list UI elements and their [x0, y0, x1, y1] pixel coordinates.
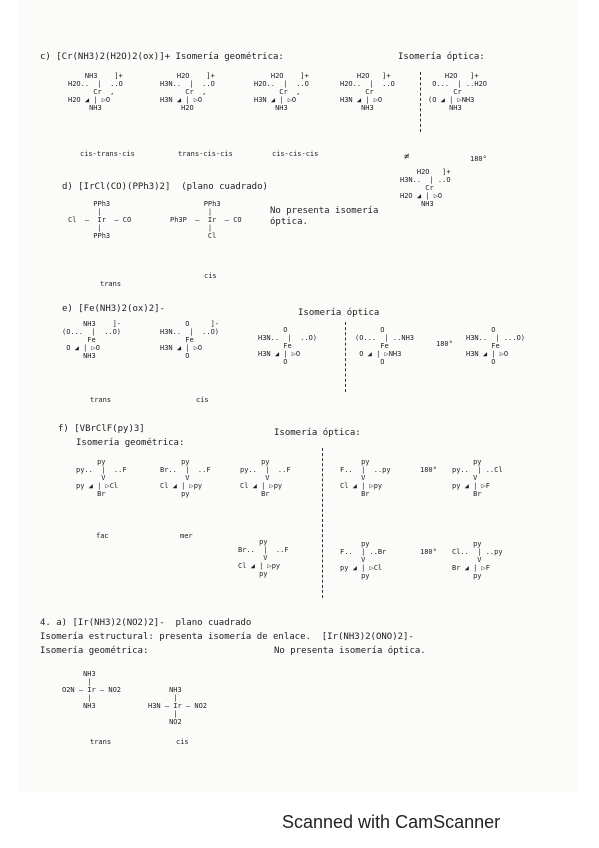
section-d-note: No presenta isomería óptica. [270, 206, 379, 227]
structure-e-3: O H3N.. | ..O) Fe H3N ◢ | ▷O O [258, 326, 318, 366]
isomer-name-d-cis: cis [204, 272, 217, 280]
rotation-label-c: 180° [470, 155, 487, 163]
isomer-name-e-trans: trans [90, 396, 112, 404]
isomer-name-c-3: cis-cis-cis [272, 150, 319, 158]
isomer-name-d-trans: trans [100, 280, 122, 288]
structure-q4-trans: NH3 | O2N — Ir — NO2 | NH3 [62, 670, 122, 710]
q4-note: No presenta isomería óptica. [274, 646, 426, 656]
structure-f-mer: py Br.. | ..F V Cl ◢ | ▷py py [160, 458, 211, 498]
section-f-geo-heading: Isomería geométrica: [76, 438, 185, 448]
camscanner-watermark: Scanned with CamScanner [282, 812, 501, 832]
structure-d-cis: PPh3 | Ph3P — Ir — CO | Cl [170, 200, 242, 240]
section-c-title: c) [Cr(NH3)2(H2O)2(ox)]+ Isomería geométrica: [40, 52, 284, 62]
structure-c-5: H2O ]+ O... | ..H2O Cr (O ◢ | ▷NH3 NH3 [428, 72, 488, 112]
rotation-label-e: 180° [436, 340, 453, 348]
isomer-name-f-mer: mer [180, 532, 193, 540]
structure-q4-cis: NH3 | H3N — Ir — NO2 | NO2 [148, 686, 208, 726]
isomer-name-f-fac: fac [96, 532, 109, 540]
structure-e-cis: O ]- H3N.. | ..O) Fe H3N ◢ | ▷O O [160, 320, 220, 360]
structure-c-2: H2O ]+ H3N.. | ..O Cr , H3N ◢ | ▷O H2O [160, 72, 215, 112]
q4-structural: Isomería estructural: presenta isomería de enlace. [Ir(NH3)2(ONO)2]- [40, 632, 414, 642]
q4-title: 4. a) [Ir(NH3)2(NO2)2]- plano cuadrado [40, 618, 252, 628]
structure-f-fac: py py.. | ..F V py ◢ | ▷Cl Br [76, 458, 127, 498]
rotation-label-f-1: 180° [420, 466, 437, 474]
structure-c-4: H2O ]+ H2O.. | ..O Cr H3N ◢ | ▷O NH3 [340, 72, 395, 112]
mirror-plane-c [420, 72, 421, 132]
structure-c-rotated: H2O ]+ H3N.. | ..O Cr H2O ◢ | ▷O NH3 [400, 168, 451, 208]
section-f-optical-heading: Isomería óptica: [274, 428, 361, 438]
section-e-title: e) [Fe(NH3)2(ox)2]- [62, 304, 165, 314]
structure-e-5: O H3N.. | ...O) Fe H3N ◢ | ▷O O [466, 326, 526, 366]
structure-f-optical-6: py Cl.. | ..py V Br ◢ | ▷F py [452, 540, 503, 580]
structure-d-trans: PPh3 | Cl — Ir — CO | PPh3 [68, 200, 132, 240]
structure-c-1: NH3 ]+ H2O.. | ..O Cr , H2O ◢ | ▷O NH3 [68, 72, 123, 112]
isomer-name-c-1: cis-trans-cis [80, 150, 135, 158]
section-e-optical-heading: Isomería óptica [298, 308, 380, 318]
isomer-name-q4-trans: trans [90, 738, 112, 746]
mirror-plane-e [345, 322, 346, 392]
structure-c-3: H2O ]+ H2O.. | ..O Cr , H3N ◢ | ▷O NH3 [254, 72, 309, 112]
isomer-name-q4-cis: cis [176, 738, 189, 746]
structure-f-optical-4: py Br.. | ..F V Cl ◢ | ▷py py [238, 538, 289, 578]
section-d-title: d) [IrCl(CO)(PPh3)2] (plano cuadrado) [62, 182, 268, 192]
q4-geo-heading: Isomería geométrica: [40, 646, 149, 656]
structure-f-optical-3: py py.. | ..Cl V py ◢ | ▷F Br [452, 458, 503, 498]
structure-e-4: O (O... | ..NH3 Fe O ◢ | ▷NH3 O [355, 326, 415, 366]
mirror-plane-f [322, 448, 323, 598]
structure-f-optical-2: py F.. | ..py V Cl ◢ | ▷py Br [340, 458, 391, 498]
structure-f-optical-1: py py.. | ..F V Cl ◢ | ▷py Br [240, 458, 291, 498]
rotation-label-f-2: 180° [420, 548, 437, 556]
not-equal-sign: ≠ [404, 152, 410, 162]
structure-f-optical-5: py F.. | ..Br V py ◢ | ▷Cl py [340, 540, 387, 580]
section-c-optical-heading: Isomería óptica: [398, 52, 485, 62]
section-f-title: f) [VBrClF(py)3] [58, 424, 145, 434]
isomer-name-c-2: trans-cis-cis [178, 150, 233, 158]
isomer-name-e-cis: cis [196, 396, 209, 404]
structure-e-trans: NH3 ]- (O... | ..O) Fe O ◢ | ▷O NH3 [62, 320, 122, 360]
